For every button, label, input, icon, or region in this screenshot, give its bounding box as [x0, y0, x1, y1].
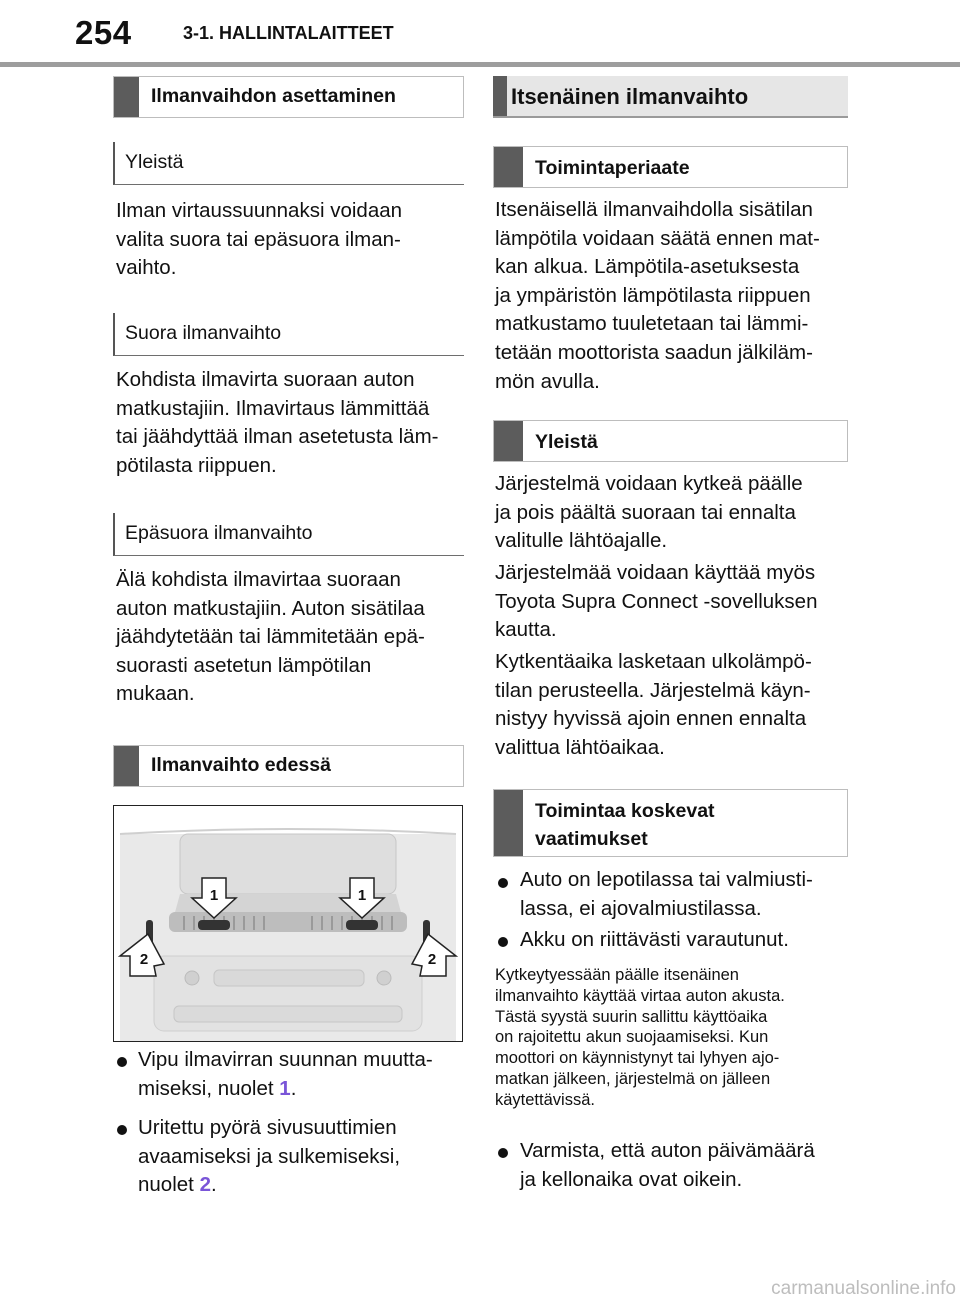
callout-label-1: 1 [357, 887, 367, 904]
text-line: avaamiseksi ja sulkemiseksi, [138, 1144, 401, 1168]
text-line: valittua lähtöaikaa. [495, 735, 665, 759]
callout-label-2: 2 [139, 951, 149, 968]
note-paragraph [495, 965, 855, 1111]
bullet-icon [498, 878, 508, 888]
header-divider [0, 62, 960, 67]
text-fragment: . [290, 1076, 297, 1100]
text-line: Kytkeytyessään päälle itsenäinen [495, 966, 739, 984]
bullet-lepotila [520, 866, 860, 923]
text-line: vaihto. [116, 256, 177, 280]
text-line: on rajoitettu akun suojaamiseksi. Kun [495, 1028, 769, 1047]
text-fragment: miseksi, nuolet [138, 1076, 280, 1100]
text-line: tilan perusteella. Järjestelmä käyn- [495, 678, 811, 702]
text-line: mukaan. [116, 682, 195, 706]
heading-bar [494, 790, 523, 856]
text-line: ja pois päältä suoraan tai ennalta [495, 500, 796, 524]
subheading-suora [113, 313, 464, 356]
text-line [138, 1075, 468, 1104]
section-heading-text: Ilmanvaihdon asettaminen [151, 85, 396, 107]
chapter-title: 3-1. HALLINTALAITTEET [183, 23, 394, 43]
text-line: matkan jälkeen, järjestelmä on jälleen [495, 1069, 771, 1088]
text-fragment: nuolet [138, 1173, 200, 1197]
section-heading-text: Ilmanvaihto edessä [151, 754, 331, 776]
subheading-vaatimukset [493, 789, 848, 857]
bullet-icon [498, 937, 508, 947]
subheading-toimintaperiaate [493, 146, 848, 188]
text-line: Kohdista ilmavirta suoraan auton [116, 368, 415, 391]
subheading-yleista [113, 142, 464, 185]
subheading-text: Yleistä [535, 431, 598, 453]
text-fragment: . [210, 1173, 217, 1197]
text-line: Akku on riittävästi varautunut. [520, 928, 789, 951]
text-line: pötilasta riippuen. [116, 453, 277, 477]
bullet-uritettu [138, 1114, 468, 1200]
text-line: lassa, ei ajovalmiustilassa. [520, 896, 762, 920]
subheading-epasuora [113, 513, 464, 556]
text-line: Järjestelmä voidaan kytkeä päälle [495, 472, 803, 495]
callout-number: 2 [199, 1173, 211, 1197]
paragraph-yleista [116, 197, 466, 283]
callout-number: 1 [279, 1076, 291, 1100]
text-line: suorasti asetetun lämpötilan [116, 653, 372, 677]
text-line: Varmista, että auton päivämäärä [520, 1139, 815, 1162]
subheading-text: Suora ilmanvaihto [125, 322, 282, 344]
paragraph-yleista-1 [495, 470, 855, 556]
text-line: nistyy hyvissä ajoin ennen ennalta [495, 707, 807, 731]
text-line: tai jäähdyttää ilman asetetusta läm- [116, 425, 439, 449]
text-line: Älä kohdista ilmavirtaa suoraan [116, 568, 401, 591]
text-line: Vipu ilmavirran suunnan muutta- [138, 1048, 433, 1071]
text-line: mön avulla. [495, 369, 600, 393]
text-line: Toimintaa koskevat [535, 800, 715, 822]
bullet-akku [520, 926, 860, 955]
dashboard-illustration [114, 806, 462, 1041]
section-heading-itsenainen [493, 76, 848, 118]
callout-label-1: 1 [209, 887, 219, 904]
paragraph-epasuora [116, 566, 466, 709]
bullet-vipu [138, 1046, 468, 1103]
subheading-text: Toimintaperiaate [535, 157, 690, 179]
paragraph-yleista-2 [495, 559, 855, 645]
heading-bar [494, 147, 523, 187]
text-line: kautta. [495, 618, 557, 642]
subheading-text [535, 797, 715, 853]
heading-bar [493, 76, 507, 116]
watermark: carmanualsonline.info [771, 1278, 956, 1299]
text-line: tetään moottorista saadun jälkiläm- [495, 340, 813, 364]
text-line: Auto on lepotilassa tai valmiusti- [520, 868, 813, 891]
text-line: käytettävissä. [495, 1090, 595, 1109]
heading-bar [494, 421, 523, 461]
text-line: Järjestelmää voidaan käyttää myös [495, 561, 816, 584]
heading-bar [114, 77, 139, 117]
section-heading-ilmanvaihto-edessa [113, 745, 464, 787]
callout-label-2: 2 [427, 951, 437, 968]
text-line: ja ympäristön lämpötilasta riippuen [495, 283, 811, 307]
text-line: Toyota Supra Connect -sovelluksen [495, 589, 818, 613]
dashboard-vents-figure [113, 805, 463, 1042]
page-number: 254 [75, 14, 132, 51]
text-line: Tästä syystä suurin sallittu käyttöaika [495, 1007, 768, 1026]
text-line: kan alkua. Lämpötila-asetuksesta [495, 255, 800, 279]
subheading-text: Epäsuora ilmanvaihto [125, 522, 313, 544]
text-line: ilmanvaihto käyttää virtaa auton akusta. [495, 986, 785, 1005]
text-line: Kytkentäaika lasketaan ulkolämpö- [495, 650, 812, 673]
bullet-icon [117, 1057, 127, 1067]
paragraph-toimintaperiaate [495, 196, 855, 396]
subheading-yleista-right [493, 420, 848, 462]
section-heading-text: Itsenäinen ilmanvaihto [511, 84, 749, 109]
text-line: Uritettu pyörä sivusuuttimien [138, 1116, 397, 1139]
text-line: auton matkustajiin. Auton sisätilaa [116, 596, 425, 620]
paragraph-yleista-3 [495, 648, 855, 762]
bullet-icon [117, 1125, 127, 1135]
text-line: matkustamo tuuletetaan tai lämmi- [495, 312, 809, 336]
text-line: valitulle lähtöajalle. [495, 529, 668, 553]
text-line: lämpötila voidaan säätä ennen mat- [495, 226, 820, 250]
bullet-icon [498, 1148, 508, 1158]
text-line: jäähdytetään tai lämmitetään epä- [116, 625, 425, 649]
text-line: Ilman virtaussuunnaksi voidaan [116, 199, 403, 222]
section-heading-ilmanvaihdon-asettaminen [113, 76, 464, 118]
text-line: vaatimukset [535, 828, 648, 850]
subheading-text: Yleistä [125, 151, 184, 173]
text-line: Itsenäisellä ilmanvaihdolla sisätilan [495, 198, 813, 221]
bullet-varmista [520, 1137, 860, 1194]
paragraph-suora [116, 366, 466, 480]
text-line: valita suora tai epäsuora ilman- [116, 227, 401, 251]
heading-bar [114, 746, 139, 786]
text-line: moottori on käynnistynyt tai lyhyen ajo- [495, 1049, 780, 1068]
text-line [138, 1171, 468, 1200]
text-line: matkustajiin. Ilmavirtaus lämmittää [116, 396, 430, 420]
text-line: ja kellonaika ovat oikein. [520, 1167, 743, 1191]
